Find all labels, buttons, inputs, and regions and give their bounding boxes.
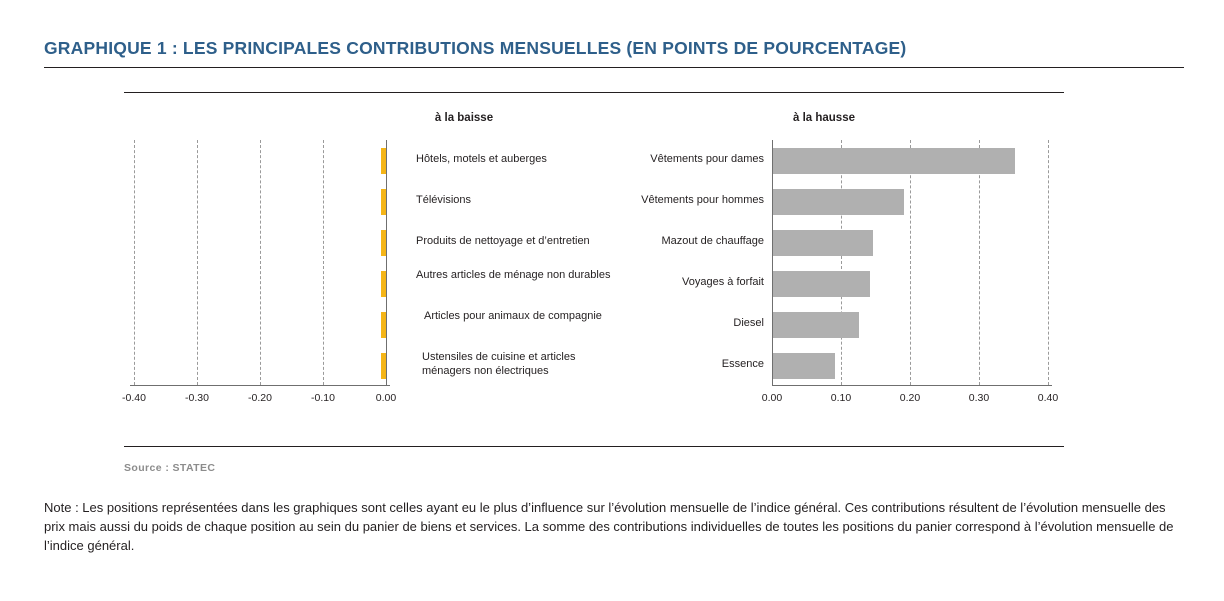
chart-top-divider (124, 92, 1064, 93)
page-title: GRAPHIQUE 1 : LES PRINCIPALES CONTRIBUTIONS MENSUELLES (EN POINTS DE POURCENTAGE) (44, 38, 907, 58)
gridline (323, 140, 324, 385)
gridline (1048, 140, 1049, 385)
category-label: Diesel (733, 317, 764, 329)
category-label: Vêtements pour hommes (641, 194, 764, 206)
x-axis-increase (772, 385, 1052, 386)
chart-frame (124, 92, 1064, 447)
bar-decrease-3 (381, 230, 386, 256)
bar-decrease-1 (381, 148, 386, 174)
note-text: Note : Les positions représentées dans les graphiques sont celles ayant eu le plus d’influence sur l’évolution mensuelle de l’indice général. Ces contributions résultent de l’évolution mensuelle des prix mais aussi du poids de chaque position au sein du panier de biens et services. La somme des contributions individuelles de toutes les positions du panier correspond à l’évolution mensuelle de l’indice général. (44, 500, 1174, 553)
x-tick-label: 0.00 (761, 392, 783, 404)
category-label: Vêtements pour dames (650, 153, 764, 165)
category-label: Ustensiles de cuisine et articles ménagers non électriques (422, 351, 576, 377)
gridline (979, 140, 980, 385)
x-tick-label: -0.30 (185, 392, 209, 404)
category-label: Produits de nettoyage et d’entretien (416, 235, 590, 247)
bar-increase-5 (773, 312, 859, 338)
category-label: Télévisions (416, 194, 472, 206)
bar-decrease-6 (381, 353, 386, 379)
bar-increase-4 (773, 271, 870, 297)
bar-decrease-5 (381, 312, 386, 338)
x-tick-label: -0.40 (122, 392, 146, 404)
bar-decrease-4 (381, 271, 386, 297)
x-tick-label: -0.20 (248, 392, 272, 404)
x-tick-label: 0.00 (375, 392, 397, 404)
title-block (44, 38, 1184, 68)
gridline (134, 140, 135, 385)
gridline (197, 140, 198, 385)
chart-bottom-divider (124, 446, 1064, 447)
category-label: Hôtels, motels et auberges (416, 153, 547, 165)
plot-area-increase (761, 140, 1064, 404)
category-label: Mazout de chauffage (661, 235, 764, 247)
x-axis-decrease (130, 385, 390, 386)
category-label: Essence (721, 358, 764, 370)
panel-increase (641, 140, 1064, 415)
zero-axis-line (772, 140, 773, 385)
category-label: Articles pour animaux de compagnie (424, 310, 602, 322)
x-tick-label: -0.10 (311, 392, 335, 404)
bar-increase-3 (773, 230, 873, 256)
zero-axis-line (386, 140, 387, 385)
source-label: Source : STATEC (124, 462, 216, 474)
panel-heading-increase: à la hausse (792, 112, 855, 124)
x-tick-label: 0.20 (899, 392, 921, 404)
bar-increase-2 (773, 189, 904, 215)
bar-decrease-2 (381, 189, 386, 215)
panel-heading-decrease: à la baisse (434, 112, 494, 124)
x-tick-label: 0.30 (968, 392, 990, 404)
x-tick-label: 0.10 (830, 392, 852, 404)
x-tick-label: 0.40 (1037, 392, 1059, 404)
bar-increase-6 (773, 353, 835, 379)
category-label: Autres articles de ménage non durables (416, 269, 611, 281)
gridline (910, 140, 911, 385)
gridline (260, 140, 261, 385)
bar-increase-1 (773, 148, 1015, 174)
category-label: Voyages à forfait (682, 276, 764, 288)
gridline (841, 140, 842, 385)
title-divider (44, 67, 1184, 68)
plot-area-decrease (122, 140, 399, 404)
